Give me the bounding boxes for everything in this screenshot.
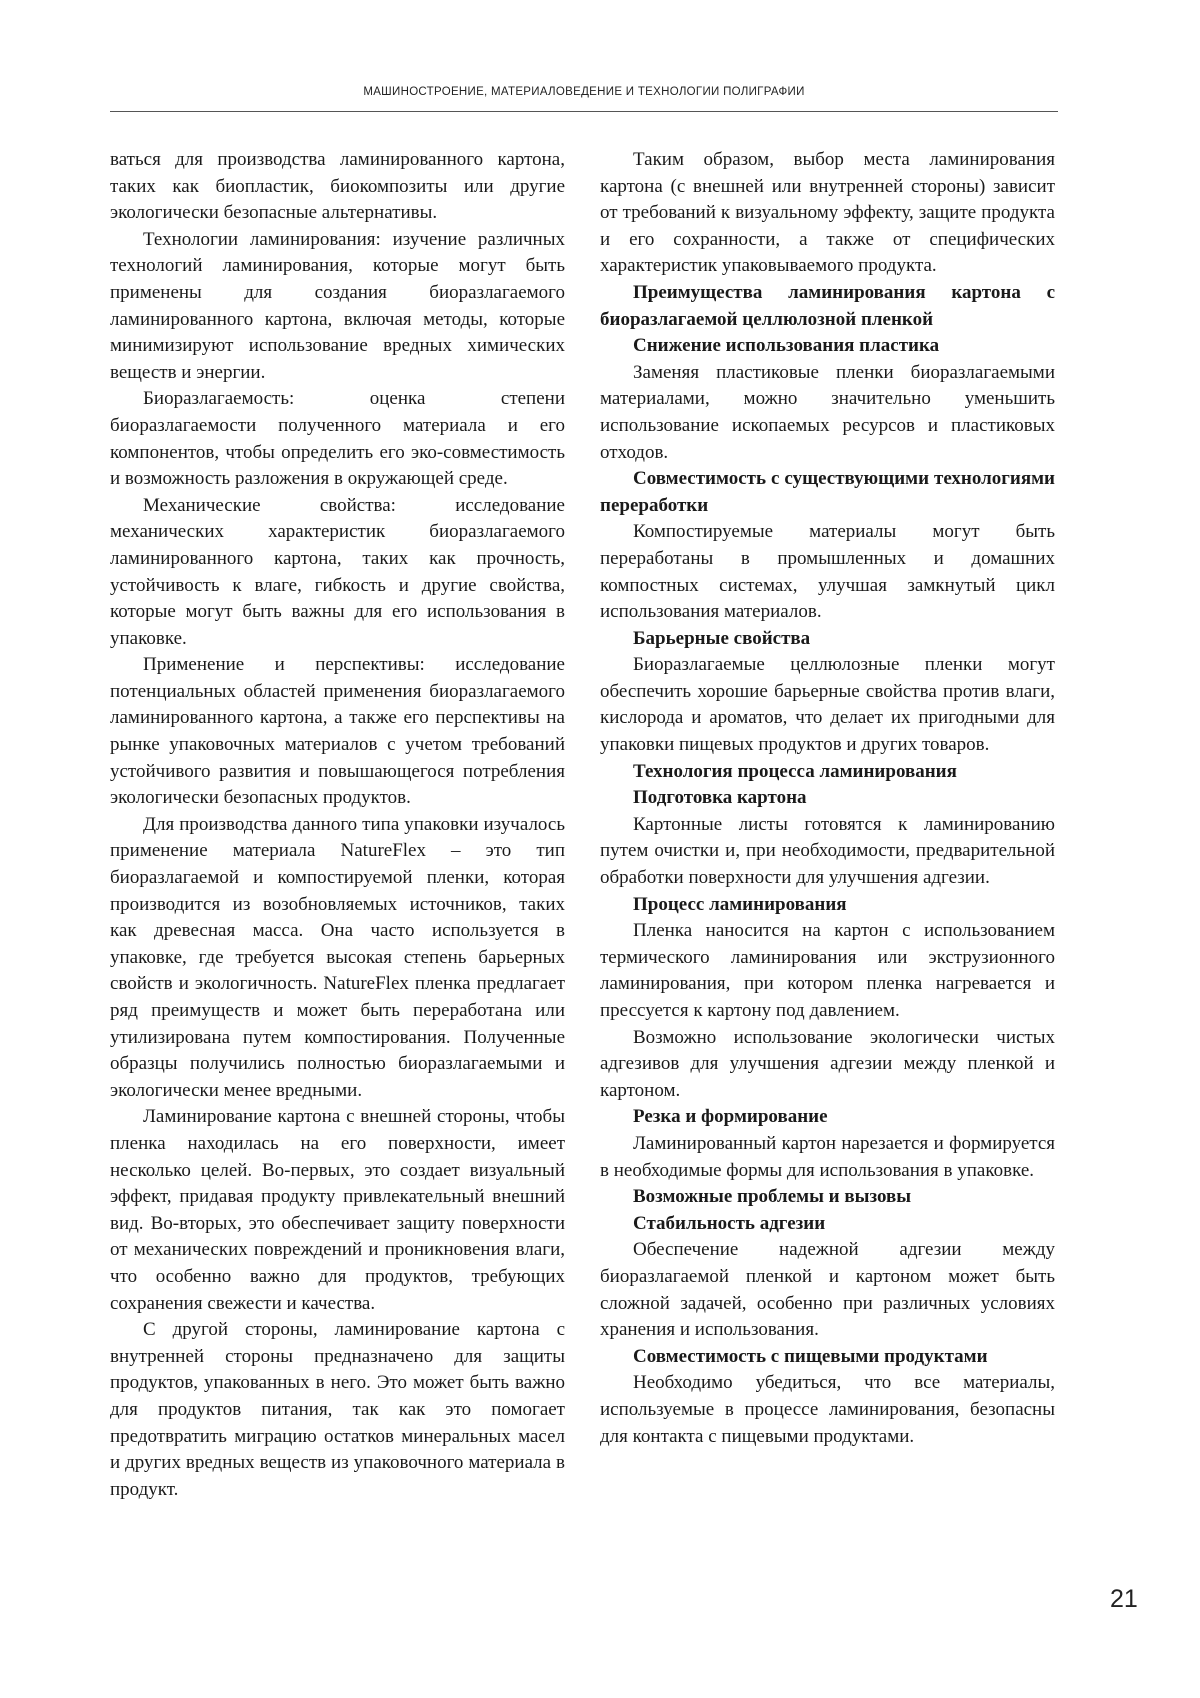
paragraph: С другой стороны, ламинирование картона с внутренней стороны предназначено для защиты продуктов, упакованных в него. Это может быть важно для продуктов питания, так как это помогает предотвратить миграцию остатков минеральных масел и других вредных веществ из упаковочного материала в продукт. xyxy=(110,1319,565,1500)
section-heading: Технология процесса ламинирования xyxy=(633,760,957,782)
paragraph: Необходимо убедиться, что все материалы, используемые в процессе ламинирования, безопасны для контакта с пищевыми продуктами. xyxy=(600,1372,1055,1447)
section-heading: Преимущества ламинирования картона с биоразлагаемой целлюлозной пленкой xyxy=(600,281,1055,330)
paragraph: Биоразлагаемость: оценка степени биоразлагаемости полученного материала и его компонентов, чтобы определить его эко-совместимость и возможность разложения в окружающей среде. xyxy=(110,388,565,490)
paragraph: Для производства данного типа упаковки изучалось применение материала NatureFlex – это тип биоразлагаемой и компостируемой пленки, которая производится из возобновляемых источников, таких как древесная масса. Она часто используется в упаковке, где требуется высокая степень барьерных свойств и экологичность. NatureFlex пленка предлагает ряд преимуществ и может быть переработана или утилизирована путем компостирования. Полученные образцы получились полностью биоразлагаемыми и экологически менее вредными. xyxy=(110,813,565,1101)
paragraph: Заменяя пластиковые пленки биоразлагаемыми материалами, можно значительно уменьшить использование ископаемых ресурсов и пластиковых отходов. xyxy=(600,361,1055,463)
section-heading: Подготовка картона xyxy=(633,787,807,809)
paragraph: Ламинированный картон нарезается и формируется в необходимые формы для использования в упаковке. xyxy=(600,1132,1055,1181)
section-heading: Резка и формирование xyxy=(633,1106,828,1128)
section-heading: Барьерные свойства xyxy=(633,627,811,649)
left-column xyxy=(110,147,565,1503)
paragraph: Ламинирование картона с внешней стороны, чтобы пленка находилась на его поверхности, имеет несколько целей. Во-первых, это создает визуальный эффект, придавая продукту привлекательный внешний вид. Во-вторых, это обеспечивает защиту поверхности от механических повреждений и проникновения влаги, что особенно важно для продуктов, требующих сохранения свежести и качества. xyxy=(110,1106,565,1314)
paragraph: Применение и перспективы: исследование потенциальных областей применения биоразлагаемого ламинированного картона, а также его перспективы на рынке упаковочных материалов с учетом требований устойчивого развития и повышающегося потребления экологически безопасных продуктов. xyxy=(110,654,565,809)
paragraph: Пленка наносится на картон с использованием термического ламинирования или экструзионного ламинирования, при котором пленка нагревается и прессуется к картону под давлением. xyxy=(600,920,1055,1021)
page-number: 21 xyxy=(1110,1585,1138,1613)
paragraph: Обеспечение надежной адгезии между биоразлагаемой пленкой и картоном может быть сложной задачей, особенно при различных условиях хранения и использования. xyxy=(600,1239,1055,1341)
paragraph: Биоразлагаемые целлюлозные пленки могут обеспечить хорошие барьерные свойства против влаги, кислорода и ароматов, что делает их пригодными для упаковки пищевых продуктов и других товаров. xyxy=(600,654,1055,756)
paragraph: Компостируемые материалы могут быть переработаны в промышленных и домашних компостных системах, улучшая замкнутый цикл использования материалов. xyxy=(600,521,1055,623)
section-heading: Совместимость с пищевыми продуктами xyxy=(633,1345,988,1367)
paragraph: ваться для производства ламинированного картона, таких как биопластик, биокомпозиты или другие экологически безопасные альтернативы. xyxy=(110,149,565,224)
paragraph: Таким образом, выбор места ламинирования картона (с внешней или внутренней стороны) зависит от требований к визуальному эффекту, защите продукта и его сохранности, а также от специфических характеристик упаковываемого продукта. xyxy=(600,149,1055,277)
section-heading: Совместимость с существующими технологиями переработки xyxy=(600,468,1055,516)
section-heading: Возможные проблемы и вызовы xyxy=(633,1186,912,1208)
section-heading: Стабильность адгезии xyxy=(633,1212,826,1234)
section-heading: Снижение использования пластика xyxy=(633,335,940,357)
running-header: МАШИНОСТРОЕНИЕ, МАТЕРИАЛОВЕДЕНИЕ И ТЕХНОЛОГИИ ПОЛИГРАФИИ xyxy=(363,86,805,98)
paragraph: Механические свойства: исследование механических характеристик биоразлагаемого ламинированного картона, таких как прочность, устойчивость к влаге, гибкость и другие свойства, которые могут быть важны для его использования в упаковке. xyxy=(110,494,565,649)
section-heading: Процесс ламинирования xyxy=(633,893,847,915)
header-rule xyxy=(110,111,1058,112)
paragraph: Возможно использование экологически чистых адгезивов для улучшения адгезии между пленкой и картоном. xyxy=(600,1026,1055,1101)
paragraph: Картонные листы готовятся к ламинированию путем очистки и, при необходимости, предварительной обработки поверхности для улучшения адгезии. xyxy=(600,813,1055,889)
right-column xyxy=(600,147,1055,1450)
paragraph: Технологии ламинирования: изучение различных технологий ламинирования, которые могут быть применены для создания биоразлагаемого ламинированного картона, включая методы, которые минимизируют использование вредных химических веществ и энергии. xyxy=(110,228,565,383)
